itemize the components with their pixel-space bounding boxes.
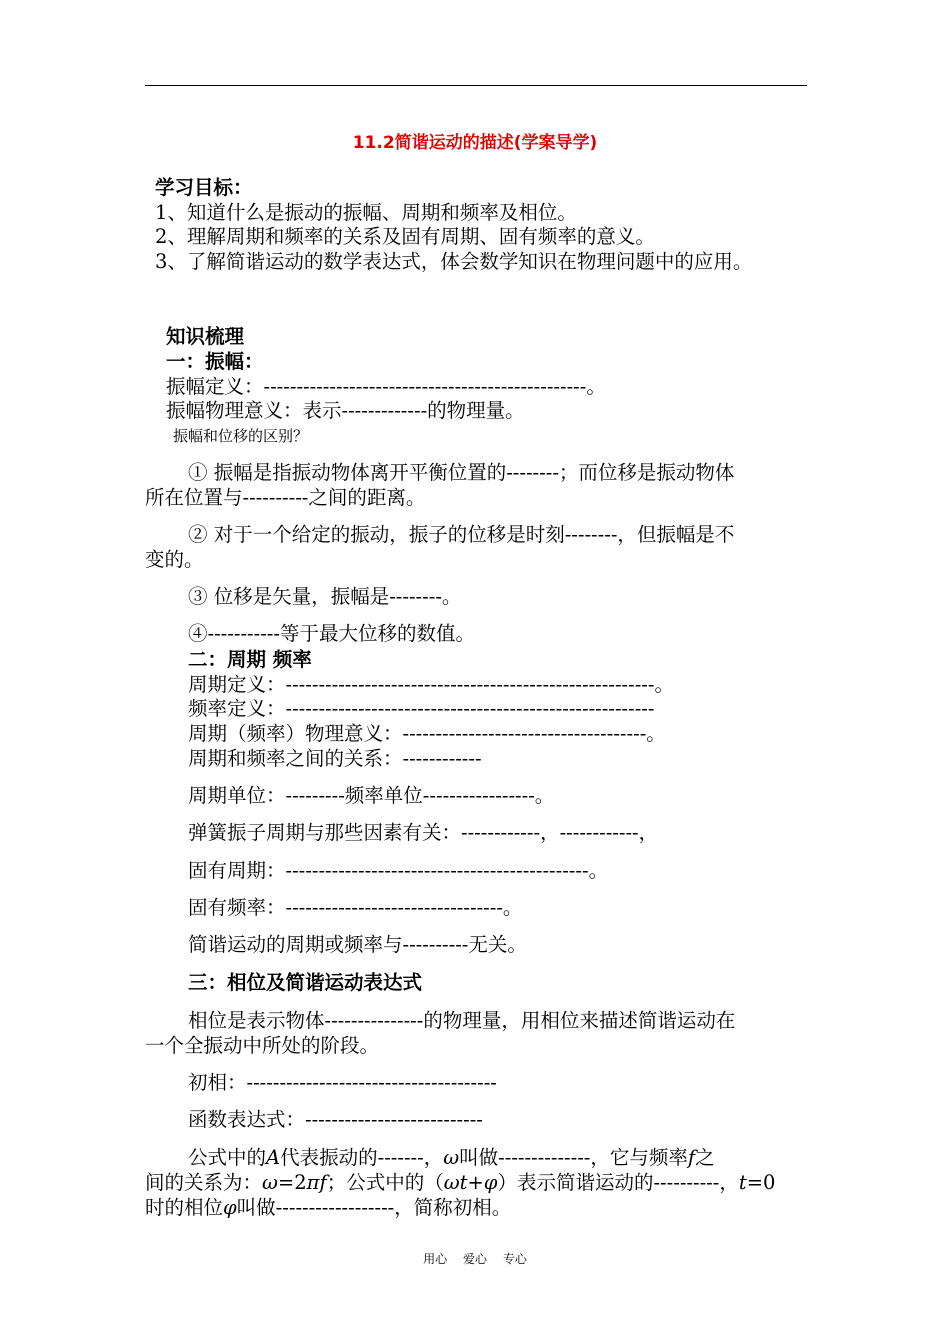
knowledge-heading: 知识梳理 <box>166 325 245 348</box>
goal-item-2: 2、理解周期和频率的关系及固有周期、固有频率的意义。 <box>155 225 655 248</box>
formula-text: =2 <box>277 1171 307 1194</box>
formula-line-1 <box>188 1146 715 1170</box>
formula-text: 时的相位 <box>145 1196 224 1219</box>
frequency-definition: 频率定义：-------------------------------------------------------- <box>188 697 655 720</box>
symbol-pi-f: πf <box>306 1171 327 1194</box>
amplitude-definition: 振幅定义：-------------------------------------------------。 <box>166 375 606 398</box>
goal-item-3: 3、了解简谐运动的数学表达式，体会数学知识在物理问题中的应用。 <box>155 250 753 273</box>
natural-frequency: 固有频率：---------------------------------。 <box>188 896 523 919</box>
period-units: 周期单位：---------频率单位-----------------。 <box>188 784 555 807</box>
formula-text: 公式中的 <box>188 1146 267 1169</box>
page-title: 11.2简谐运动的描述(学案导学) <box>352 133 598 153</box>
amplitude-heading: 一：振幅： <box>166 350 264 373</box>
amplitude-point-2b: 变的。 <box>145 548 204 571</box>
symbol-phi: φ <box>223 1196 237 1219</box>
goal-item-1: 1、知道什么是振动的振幅、周期和频率及相位。 <box>155 201 577 224</box>
formula-text: 叫做------------------，简称初相。 <box>236 1196 512 1219</box>
formula-line-2 <box>145 1171 775 1195</box>
amplitude-point-1b: 所在位置与----------之间的距离。 <box>145 486 426 509</box>
formula-text: =0 <box>746 1171 776 1194</box>
symbol-a: A <box>266 1146 281 1169</box>
footer-text-2: 爱心 <box>462 1252 487 1266</box>
symbol-f: f <box>687 1146 696 1169</box>
formula-text: 代表振动的-------， <box>280 1146 444 1169</box>
initial-phase: 初相：-------------------------------------- <box>188 1071 497 1094</box>
symbol-omega: ω <box>262 1171 278 1194</box>
symbol-t: t <box>738 1171 747 1194</box>
amplitude-point-1a: ① 振幅是指振动物体离开平衡位置的--------；而位移是振动物体 <box>188 461 735 484</box>
amplitude-point-3: ③ 位移是矢量，振幅是--------。 <box>188 585 462 608</box>
function-expression: 函数表达式：--------------------------- <box>188 1108 483 1131</box>
amplitude-meaning: 振幅物理意义：表示-------------的物理量。 <box>166 399 525 422</box>
page-footer <box>0 1250 950 1267</box>
goals-heading: 学习目标： <box>155 176 253 199</box>
amplitude-point-2a: ② 对于一个给定的振动，振子的位移是时刻--------，但振幅是不 <box>188 523 735 546</box>
header-rule <box>145 85 807 86</box>
period-frequency-relation: 周期和频率之间的关系：------------ <box>188 747 482 770</box>
natural-period: 固有周期：----------------------------------------------。 <box>188 859 609 882</box>
formula-text: 叫做--------------，它与频率 <box>459 1146 688 1169</box>
amplitude-point-4: ④-----------等于最大位移的数值。 <box>188 622 475 645</box>
period-meaning: 周期（频率）物理意义：-------------------------------------。 <box>188 722 666 745</box>
spring-period-factors: 弹簧振子周期与那些因素有关：------------，------------， <box>188 821 659 844</box>
period-heading: 二：周期 频率 <box>188 648 312 671</box>
symbol-phase-expression: ωt+φ <box>443 1171 498 1194</box>
symbol-omega: ω <box>443 1146 460 1169</box>
footer-text-1: 用心 <box>423 1252 448 1266</box>
formula-text: 之 <box>695 1146 715 1169</box>
phase-para-b: 一个全振动中所处的阶段。 <box>145 1034 380 1057</box>
formula-text: ）表示简谐运动的----------， <box>497 1171 739 1194</box>
phase-heading: 三：相位及简谐运动表达式 <box>188 971 423 994</box>
footer-text-3: 专心 <box>502 1252 527 1266</box>
formula-text: 间的关系为： <box>145 1171 263 1194</box>
formula-text: ；公式中的（ <box>326 1171 444 1194</box>
formula-line-3 <box>145 1196 511 1220</box>
period-independent: 简谐运动的周期或频率与----------无关。 <box>188 933 527 956</box>
period-definition: 周期定义：--------------------------------------------------------。 <box>188 673 674 696</box>
amplitude-question: 振幅和位移的区别？ <box>173 427 309 445</box>
phase-para-a: 相位是表示物体---------------的物理量，用相位来描述简谐运动在 <box>188 1009 736 1032</box>
